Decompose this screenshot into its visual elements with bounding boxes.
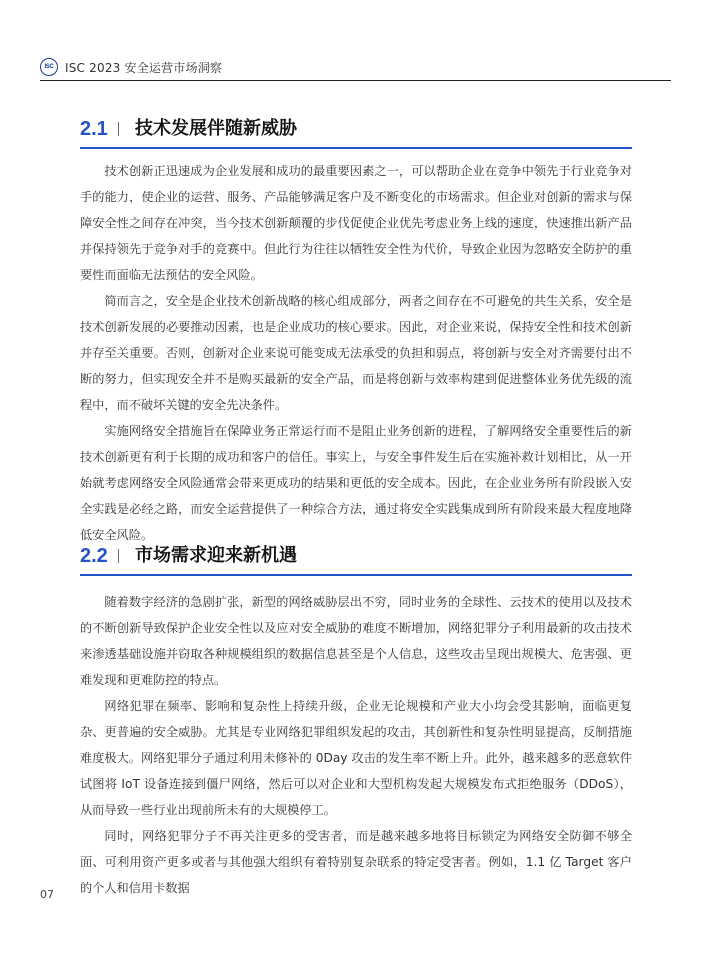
section-heading-2-2 [80, 540, 632, 572]
paragraph: 简而言之，安全是企业技术创新战略的核心组成部分，两者之间存在不可避免的共生关系，安全是技术创新发展的必要推动因素，也是企业成功的核心要求。因此，对企业来说，保持安全性和技术创新并存至关重要。否则，创新对企业来说可能变成无法承受的负担和弱点，将创新与安全对齐需要付出不断的努力，但实现安全并不是购买最新的安全产品，而是将创新与效率构建到促进整体业务优先级的流程中，而不破坏关键的安全先决条件。 [80, 294, 632, 412]
paragraph: 随着数字经济的急剧扩张，新型的网络威胁层出不穷，同时业务的全球性、云技术的使用以及技术的不断创新导致保护企业安全性以及应对安全威胁的难度不断增加，网络犯罪分子利用最新的攻击技术来渗透基础设施并窃取各种规模组织的数据信息甚至是个人信息，这些攻击呈现出规模大、危害强、更难发现和更难防控的特点。 [80, 595, 632, 687]
paragraph: 同时，网络犯罪分子不再关注更多的受害者，而是越来越多地将目标锁定为网络安全防御不够全面、可利用资产更多或者与其他强大组织有着特别复杂联系的特定受害者。例如，1.1 亿 Target 客户的个人和信用卡数据 [80, 829, 632, 895]
section-number: 2.1 [80, 118, 108, 140]
page-header [40, 57, 222, 77]
isc-logo [40, 58, 58, 76]
section-underline [80, 147, 632, 149]
logo-text: ISC [44, 64, 54, 70]
paragraph: 实施网络安全措施旨在保障业务正常运行而不是阻止业务创新的进程，了解网络安全重要性后的新技术创新更有利于长期的成功和客户的信任。事实上，与安全事件发生后在实施补救计划相比，从一开始就考虑网络安全风险通常会带来更成功的结果和更低的安全成本。因此，在企业业务所有阶段嵌入安全实践是必经之路，而安全运营提供了一种综合方法，通过将安全实践集成到所有阶段来最大程度地降低安全风险。 [80, 424, 632, 542]
section-body-2-2 [80, 589, 632, 901]
section-heading-2-1 [80, 113, 632, 145]
section-body-2-1 [80, 158, 632, 548]
paragraph: 技术创新正迅速成为企业发展和成功的最重要因素之一，可以帮助企业在竞争中领先于行业竞争对手的能力，使企业的运营、服务、产品能够满足客户及不断变化的市场需求。但企业对创新的需求与保障安全性之间存在冲突，当今技术创新颠覆的步伐促使企业优先考虑业务上线的速度，快速推出新产品并保持领先于竞争对手的竞赛中。但此行为往往以牺牲安全性为代价，导致企业因为忽略安全防护的重要性而面临无法预估的安全风险。 [80, 164, 632, 282]
paragraph: 网络犯罪在频率、影响和复杂性上持续升级，企业无论规模和产业大小均会受其影响，面临更复杂、更普遍的安全威胁。尤其是专业网络犯罪组织发起的攻击，其创新性和复杂性明显提高，反制措施难度极大。网络犯罪分子通过利用未修补的 0Day 攻击的发生率不断上升。此外，越来越多的恶意软件试图将 IoT 设备连接到僵尸网络，然后可以对企业和大型机构发起大规模发布式拒绝服务（DDoS），从而导致一些行业出现前所未有的大规模停工。 [80, 699, 632, 817]
section-underline [80, 574, 632, 576]
header-title: ISC 2023 安全运营市场洞察 [65, 60, 223, 75]
section-number: 2.2 [80, 545, 108, 567]
section-title: 市场需求迎来新机遇 [135, 545, 297, 566]
section-title: 技术发展伴随新威胁 [135, 118, 297, 139]
heading-separator [118, 549, 119, 563]
heading-separator [118, 122, 119, 136]
page-number: 07 [40, 888, 54, 901]
header-divider [40, 80, 671, 81]
